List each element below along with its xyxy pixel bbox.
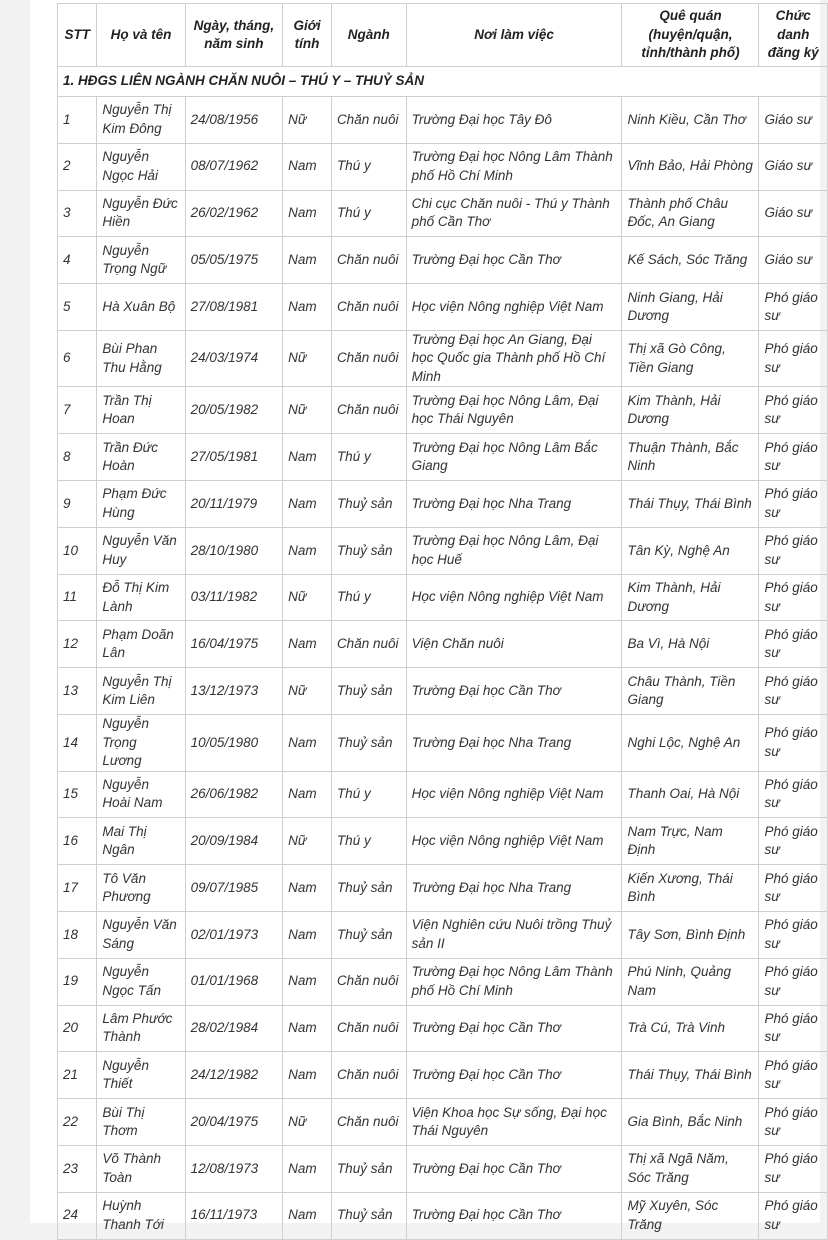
table-row xyxy=(58,771,828,818)
table-row xyxy=(58,818,828,865)
cell-hometown: Ninh Kiều, Cần Thơ xyxy=(622,97,759,144)
cell-hometown: Thái Thụy, Thái Bình xyxy=(622,481,759,528)
table-row xyxy=(58,237,828,284)
cell-major: Chăn nuôi xyxy=(331,284,406,331)
cell-workplace: Viện Nghiên cứu Nuôi trồng Thuỷ sản II xyxy=(406,911,622,958)
cell-dob: 20/11/1979 xyxy=(185,481,283,528)
cell-sex: Nam xyxy=(283,771,332,818)
cell-hometown: Tây Sơn, Bình Định xyxy=(622,911,759,958)
table-row xyxy=(58,1005,828,1052)
cell-sex: Nữ xyxy=(283,1099,332,1146)
cell-hometown: Ninh Giang, Hải Dương xyxy=(622,284,759,331)
cell-stt: 6 xyxy=(58,330,97,387)
cell-name: Mai Thị Ngân xyxy=(97,818,185,865)
table-row xyxy=(58,190,828,237)
cell-hometown: Trà Cú, Trà Vinh xyxy=(622,1005,759,1052)
cell-sex: Nam xyxy=(283,284,332,331)
cell-hometown: Nghi Lộc, Nghệ An xyxy=(622,715,759,772)
cell-title: Giáo sư xyxy=(759,97,828,144)
table-row xyxy=(58,1099,828,1146)
header-workplace: Nơi làm việc xyxy=(406,4,622,67)
cell-workplace: Viện Chăn nuôi xyxy=(406,621,622,668)
header-name: Họ và tên xyxy=(97,4,185,67)
cell-workplace: Trường Đại học Nha Trang xyxy=(406,715,622,772)
cell-major: Chăn nuôi xyxy=(331,387,406,434)
cell-stt: 8 xyxy=(58,434,97,481)
header-dob: Ngày, tháng, năm sinh xyxy=(185,4,283,67)
cell-name: Nguyễn Văn Huy xyxy=(97,527,185,574)
cell-workplace: Trường Đại học Nông Lâm, Đại học Thái Nguyên xyxy=(406,387,622,434)
table-row xyxy=(58,865,828,912)
cell-workplace: Trường Đại học Nông Lâm Bắc Giang xyxy=(406,434,622,481)
cell-major: Thuỷ sản xyxy=(331,1145,406,1192)
cell-name: Nguyễn Trọng Ngữ xyxy=(97,237,185,284)
cell-major: Thú y xyxy=(331,574,406,621)
cell-workplace: Trường Đại học Nông Lâm Thành phố Hồ Chí Minh xyxy=(406,958,622,1005)
cell-workplace: Trường Đại học Tây Đô xyxy=(406,97,622,144)
cell-title: Phó giáo sư xyxy=(759,668,828,715)
table-row xyxy=(58,284,828,331)
cell-name: Nguyễn Ngọc Tấn xyxy=(97,958,185,1005)
cell-stt: 18 xyxy=(58,911,97,958)
cell-sex: Nam xyxy=(283,1192,332,1239)
header-hometown: Quê quán (huyện/quận, tỉnh/thành phố) xyxy=(622,4,759,67)
cell-name: Đỗ Thị Kim Lành xyxy=(97,574,185,621)
cell-title: Phó giáo sư xyxy=(759,527,828,574)
cell-hometown: Kim Thành, Hải Dương xyxy=(622,387,759,434)
cell-dob: 05/05/1975 xyxy=(185,237,283,284)
cell-sex: Nam xyxy=(283,190,332,237)
cell-major: Chăn nuôi xyxy=(331,621,406,668)
cell-dob: 28/02/1984 xyxy=(185,1005,283,1052)
table-row xyxy=(58,1192,828,1239)
cell-dob: 10/05/1980 xyxy=(185,715,283,772)
cell-workplace: Viện Khoa học Sự sống, Đại học Thái Nguyên xyxy=(406,1099,622,1146)
cell-dob: 20/05/1982 xyxy=(185,387,283,434)
cell-stt: 14 xyxy=(58,715,97,772)
cell-hometown: Kiến Xương, Thái Bình xyxy=(622,865,759,912)
cell-dob: 24/03/1974 xyxy=(185,330,283,387)
cell-sex: Nữ xyxy=(283,330,332,387)
table-row xyxy=(58,574,828,621)
cell-name: Lâm Phước Thành xyxy=(97,1005,185,1052)
cell-stt: 11 xyxy=(58,574,97,621)
table-row xyxy=(58,958,828,1005)
cell-dob: 13/12/1973 xyxy=(185,668,283,715)
cell-name: Trần Đức Hoàn xyxy=(97,434,185,481)
cell-workplace: Trường Đại học Cần Thơ xyxy=(406,1005,622,1052)
cell-name: Huỳnh Thanh Tới xyxy=(97,1192,185,1239)
cell-stt: 5 xyxy=(58,284,97,331)
cell-sex: Nam xyxy=(283,911,332,958)
cell-dob: 27/05/1981 xyxy=(185,434,283,481)
cell-dob: 03/11/1982 xyxy=(185,574,283,621)
cell-name: Bùi Thị Thơm xyxy=(97,1099,185,1146)
table-row xyxy=(58,481,828,528)
cell-stt: 10 xyxy=(58,527,97,574)
cell-title: Phó giáo sư xyxy=(759,284,828,331)
table-row xyxy=(58,715,828,772)
table-row xyxy=(58,621,828,668)
cell-major: Thuỷ sản xyxy=(331,481,406,528)
cell-name: Hà Xuân Bộ xyxy=(97,284,185,331)
cell-stt: 19 xyxy=(58,958,97,1005)
cell-title: Phó giáo sư xyxy=(759,434,828,481)
cell-major: Thú y xyxy=(331,771,406,818)
cell-workplace: Trường Đại học Cần Thơ xyxy=(406,668,622,715)
cell-dob: 20/09/1984 xyxy=(185,818,283,865)
cell-title: Phó giáo sư xyxy=(759,958,828,1005)
cell-stt: 21 xyxy=(58,1052,97,1099)
cell-workplace: Trường Đại học Nông Lâm Thành phố Hồ Chí Minh xyxy=(406,143,622,190)
cell-hometown: Thái Thụy, Thái Bình xyxy=(622,1052,759,1099)
header-stt: STT xyxy=(58,4,97,67)
cell-dob: 26/02/1962 xyxy=(185,190,283,237)
cell-hometown: Kế Sách, Sóc Trăng xyxy=(622,237,759,284)
cell-hometown: Kim Thành, Hải Dương xyxy=(622,574,759,621)
cell-stt: 13 xyxy=(58,668,97,715)
cell-workplace: Trường Đại học Cần Thơ xyxy=(406,1192,622,1239)
cell-title: Phó giáo sư xyxy=(759,818,828,865)
cell-hometown: Thị xã Ngã Năm, Sóc Trăng xyxy=(622,1145,759,1192)
cell-workplace: Trường Đại học Cần Thơ xyxy=(406,1145,622,1192)
table-row xyxy=(58,387,828,434)
cell-title: Phó giáo sư xyxy=(759,1192,828,1239)
cell-dob: 12/08/1973 xyxy=(185,1145,283,1192)
cell-stt: 2 xyxy=(58,143,97,190)
cell-title: Phó giáo sư xyxy=(759,387,828,434)
cell-major: Thuỷ sản xyxy=(331,527,406,574)
cell-workplace: Trường Đại học Cần Thơ xyxy=(406,1052,622,1099)
candidate-table xyxy=(57,3,828,1240)
cell-dob: 01/01/1968 xyxy=(185,958,283,1005)
table-header xyxy=(58,4,828,67)
cell-hometown: Ba Vì, Hà Nội xyxy=(622,621,759,668)
cell-name: Trần Thị Hoan xyxy=(97,387,185,434)
cell-title: Phó giáo sư xyxy=(759,1145,828,1192)
cell-dob: 27/08/1981 xyxy=(185,284,283,331)
cell-hometown: Gia Bình, Bắc Ninh xyxy=(622,1099,759,1146)
cell-dob: 02/01/1973 xyxy=(185,911,283,958)
cell-dob: 20/04/1975 xyxy=(185,1099,283,1146)
cell-workplace: Trường Đại học Cần Thơ xyxy=(406,237,622,284)
cell-title: Phó giáo sư xyxy=(759,1005,828,1052)
cell-title: Phó giáo sư xyxy=(759,1052,828,1099)
cell-sex: Nam xyxy=(283,958,332,1005)
cell-workplace: Trường Đại học Nha Trang xyxy=(406,865,622,912)
cell-sex: Nữ xyxy=(283,818,332,865)
cell-sex: Nam xyxy=(283,1145,332,1192)
cell-major: Thú y xyxy=(331,190,406,237)
cell-sex: Nam xyxy=(283,434,332,481)
cell-hometown: Tân Kỳ, Nghệ An xyxy=(622,527,759,574)
cell-name: Nguyễn Ngọc Hải xyxy=(97,143,185,190)
cell-sex: Nữ xyxy=(283,574,332,621)
cell-dob: 24/12/1982 xyxy=(185,1052,283,1099)
cell-stt: 24 xyxy=(58,1192,97,1239)
cell-sex: Nam xyxy=(283,143,332,190)
cell-stt: 23 xyxy=(58,1145,97,1192)
cell-hometown: Thành phố Châu Đốc, An Giang xyxy=(622,190,759,237)
table-row xyxy=(58,143,828,190)
cell-workplace: Học viện Nông nghiệp Việt Nam xyxy=(406,818,622,865)
cell-sex: Nam xyxy=(283,715,332,772)
section-row xyxy=(58,67,828,97)
cell-sex: Nữ xyxy=(283,97,332,144)
cell-hometown: Châu Thành, Tiền Giang xyxy=(622,668,759,715)
table-row xyxy=(58,330,828,387)
cell-major: Thuỷ sản xyxy=(331,668,406,715)
cell-name: Nguyễn Thị Kim Đông xyxy=(97,97,185,144)
cell-stt: 9 xyxy=(58,481,97,528)
cell-dob: 28/10/1980 xyxy=(185,527,283,574)
cell-hometown: Phú Ninh, Quảng Nam xyxy=(622,958,759,1005)
cell-dob: 26/06/1982 xyxy=(185,771,283,818)
cell-title: Giáo sư xyxy=(759,190,828,237)
cell-stt: 1 xyxy=(58,97,97,144)
cell-stt: 22 xyxy=(58,1099,97,1146)
table-row xyxy=(58,1052,828,1099)
cell-workplace: Trường Đại học An Giang, Đại học Quốc gia Thành phố Hồ Chí Minh xyxy=(406,330,622,387)
cell-major: Chăn nuôi xyxy=(331,1052,406,1099)
header-title: Chức danh đăng ký xyxy=(759,4,828,67)
table-body xyxy=(58,67,828,1240)
cell-dob: 24/08/1956 xyxy=(185,97,283,144)
cell-workplace: Học viện Nông nghiệp Việt Nam xyxy=(406,771,622,818)
cell-sex: Nam xyxy=(283,621,332,668)
cell-major: Thuỷ sản xyxy=(331,865,406,912)
cell-major: Chăn nuôi xyxy=(331,958,406,1005)
cell-stt: 16 xyxy=(58,818,97,865)
cell-sex: Nữ xyxy=(283,387,332,434)
table-row xyxy=(58,527,828,574)
cell-name: Võ Thành Toàn xyxy=(97,1145,185,1192)
cell-title: Phó giáo sư xyxy=(759,715,828,772)
cell-major: Thuỷ sản xyxy=(331,1192,406,1239)
cell-name: Phạm Doãn Lân xyxy=(97,621,185,668)
cell-dob: 16/11/1973 xyxy=(185,1192,283,1239)
cell-title: Phó giáo sư xyxy=(759,330,828,387)
cell-title: Giáo sư xyxy=(759,237,828,284)
cell-name: Phạm Đức Hùng xyxy=(97,481,185,528)
cell-name: Nguyễn Văn Sáng xyxy=(97,911,185,958)
cell-name: Nguyễn Đức Hiền xyxy=(97,190,185,237)
cell-title: Phó giáo sư xyxy=(759,574,828,621)
header-sex: Giới tính xyxy=(283,4,332,67)
table-row xyxy=(58,668,828,715)
cell-name: Bùi Phan Thu Hằng xyxy=(97,330,185,387)
cell-sex: Nam xyxy=(283,865,332,912)
cell-title: Phó giáo sư xyxy=(759,621,828,668)
cell-workplace: Chi cục Chăn nuôi - Thú y Thành phố Cần Thơ xyxy=(406,190,622,237)
cell-hometown: Thanh Oai, Hà Nội xyxy=(622,771,759,818)
cell-stt: 20 xyxy=(58,1005,97,1052)
cell-major: Thuỷ sản xyxy=(331,911,406,958)
cell-major: Chăn nuôi xyxy=(331,1099,406,1146)
cell-major: Chăn nuôi xyxy=(331,330,406,387)
table-row xyxy=(58,1145,828,1192)
cell-hometown: Vĩnh Bảo, Hải Phòng xyxy=(622,143,759,190)
cell-title: Phó giáo sư xyxy=(759,481,828,528)
cell-dob: 16/04/1975 xyxy=(185,621,283,668)
cell-sex: Nam xyxy=(283,481,332,528)
header-major: Ngành xyxy=(331,4,406,67)
cell-sex: Nam xyxy=(283,1052,332,1099)
cell-stt: 4 xyxy=(58,237,97,284)
cell-workplace: Trường Đại học Nông Lâm, Đại học Huế xyxy=(406,527,622,574)
table-row xyxy=(58,911,828,958)
page-content xyxy=(30,0,820,1232)
cell-title: Phó giáo sư xyxy=(759,771,828,818)
cell-title: Phó giáo sư xyxy=(759,1099,828,1146)
cell-workplace: Học viện Nông nghiệp Việt Nam xyxy=(406,284,622,331)
cell-sex: Nữ xyxy=(283,668,332,715)
cell-sex: Nam xyxy=(283,237,332,284)
cell-name: Nguyễn Hoài Nam xyxy=(97,771,185,818)
cell-name: Tô Văn Phương xyxy=(97,865,185,912)
cell-major: Chăn nuôi xyxy=(331,97,406,144)
cell-major: Thuỷ sản xyxy=(331,715,406,772)
cell-hometown: Mỹ Xuyên, Sóc Trăng xyxy=(622,1192,759,1239)
cell-workplace: Trường Đại học Nha Trang xyxy=(406,481,622,528)
cell-stt: 15 xyxy=(58,771,97,818)
cell-major: Chăn nuôi xyxy=(331,237,406,284)
table-row xyxy=(58,434,828,481)
cell-stt: 7 xyxy=(58,387,97,434)
cell-hometown: Thị xã Gò Công, Tiền Giang xyxy=(622,330,759,387)
cell-title: Phó giáo sư xyxy=(759,911,828,958)
cell-sex: Nam xyxy=(283,527,332,574)
cell-title: Phó giáo sư xyxy=(759,865,828,912)
table-row xyxy=(58,97,828,144)
section-title: 1. HĐGS LIÊN NGÀNH CHĂN NUÔI – THÚ Y – THUỶ SẢN xyxy=(58,67,828,97)
cell-title: Giáo sư xyxy=(759,143,828,190)
cell-major: Thú y xyxy=(331,434,406,481)
cell-major: Thú y xyxy=(331,818,406,865)
cell-stt: 3 xyxy=(58,190,97,237)
cell-name: Nguyễn Thiết xyxy=(97,1052,185,1099)
cell-dob: 08/07/1962 xyxy=(185,143,283,190)
cell-workplace: Học viện Nông nghiệp Việt Nam xyxy=(406,574,622,621)
cell-name: Nguyễn Thị Kim Liên xyxy=(97,668,185,715)
cell-major: Thú y xyxy=(331,143,406,190)
cell-name: Nguyễn Trọng Lương xyxy=(97,715,185,772)
cell-stt: 12 xyxy=(58,621,97,668)
cell-sex: Nam xyxy=(283,1005,332,1052)
cell-stt: 17 xyxy=(58,865,97,912)
cell-major: Chăn nuôi xyxy=(331,1005,406,1052)
cell-hometown: Nam Trực, Nam Định xyxy=(622,818,759,865)
cell-hometown: Thuận Thành, Bắc Ninh xyxy=(622,434,759,481)
cell-dob: 09/07/1985 xyxy=(185,865,283,912)
